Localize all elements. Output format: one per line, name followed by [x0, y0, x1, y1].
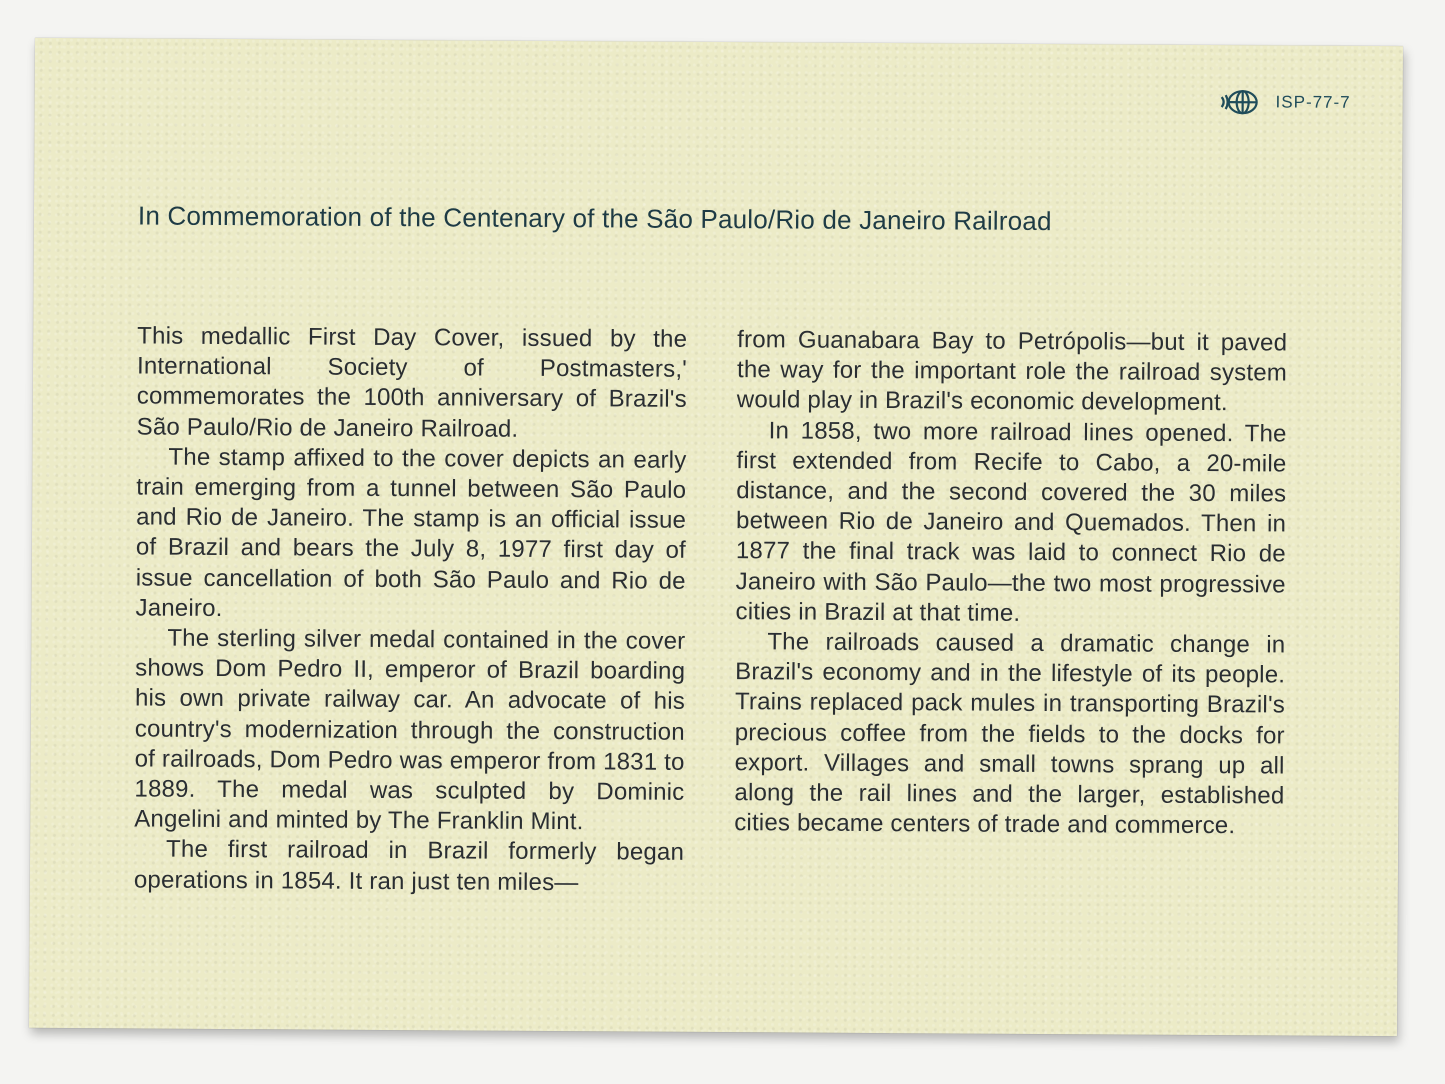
info-card [29, 38, 1403, 1036]
issuer-mark [1219, 89, 1350, 116]
page-title: In Commemoration of the Centenary of the São Paulo/Rio de Janeiro Railroad [137, 200, 1052, 237]
paragraph: The first railroad in Brazil formerly began operations in 1854. It ran just ten miles— [133, 836, 685, 896]
paragraph: The sterling silver medal contained in the cover shows Dom Pedro II, emperor of Brazil boarding his own private railway car. An advocate of his country's modernization through the construction of railroads, Dom Pedro was emperor from 1831 to 1889. The medal was sculpted by Dominic Angelini and minted by The Franklin Mint. [134, 624, 686, 836]
globe-icon [1219, 89, 1265, 115]
right-column [734, 325, 1287, 902]
paragraph: The railroads caused a dramatic change in Brazil's economy and in the lifestyle of its people. Trains replaced pack mules in transporting Brazil's precious coffee from the fields to the docks for export. Villages and small towns sprang up all along the rail lines and the larger, established cities became centers of trade and commerce. [734, 628, 1286, 840]
left-column [134, 321, 687, 898]
body-columns [134, 321, 1287, 902]
paragraph: In 1858, two more railroad lines opened. The first extended from Recife to Cabo, a 20-mile distance, and the second covered the 30 miles between Rio de Janeiro and Quemados. Then in 1877 the final track was laid to connect Rio de Janeiro with São Paulo—the two most progressive cities in Brazil at that time. [735, 416, 1287, 627]
paragraph: This medallic First Day Cover, issued by the International Society of Postmasters,' commemorates the 100th anniversary of Brazil's São Paulo/Rio de Janeiro Railroad. [136, 322, 688, 443]
paragraph: from Guanabara Bay to Petrópolis—but it paved the way for the important role the railroad system would play in Brazil's economic development. [736, 326, 1288, 417]
paragraph: The stamp affixed to the cover depicts an early train emerging from a tunnel between São Paulo and Rio de Janeiro. The stamp is an official issue of Brazil and bears the July 8, 1977 first day of issue cancellation of both São Paulo and Rio de Janeiro. [135, 443, 687, 622]
issue-code: ISP-77-7 [1275, 92, 1351, 112]
